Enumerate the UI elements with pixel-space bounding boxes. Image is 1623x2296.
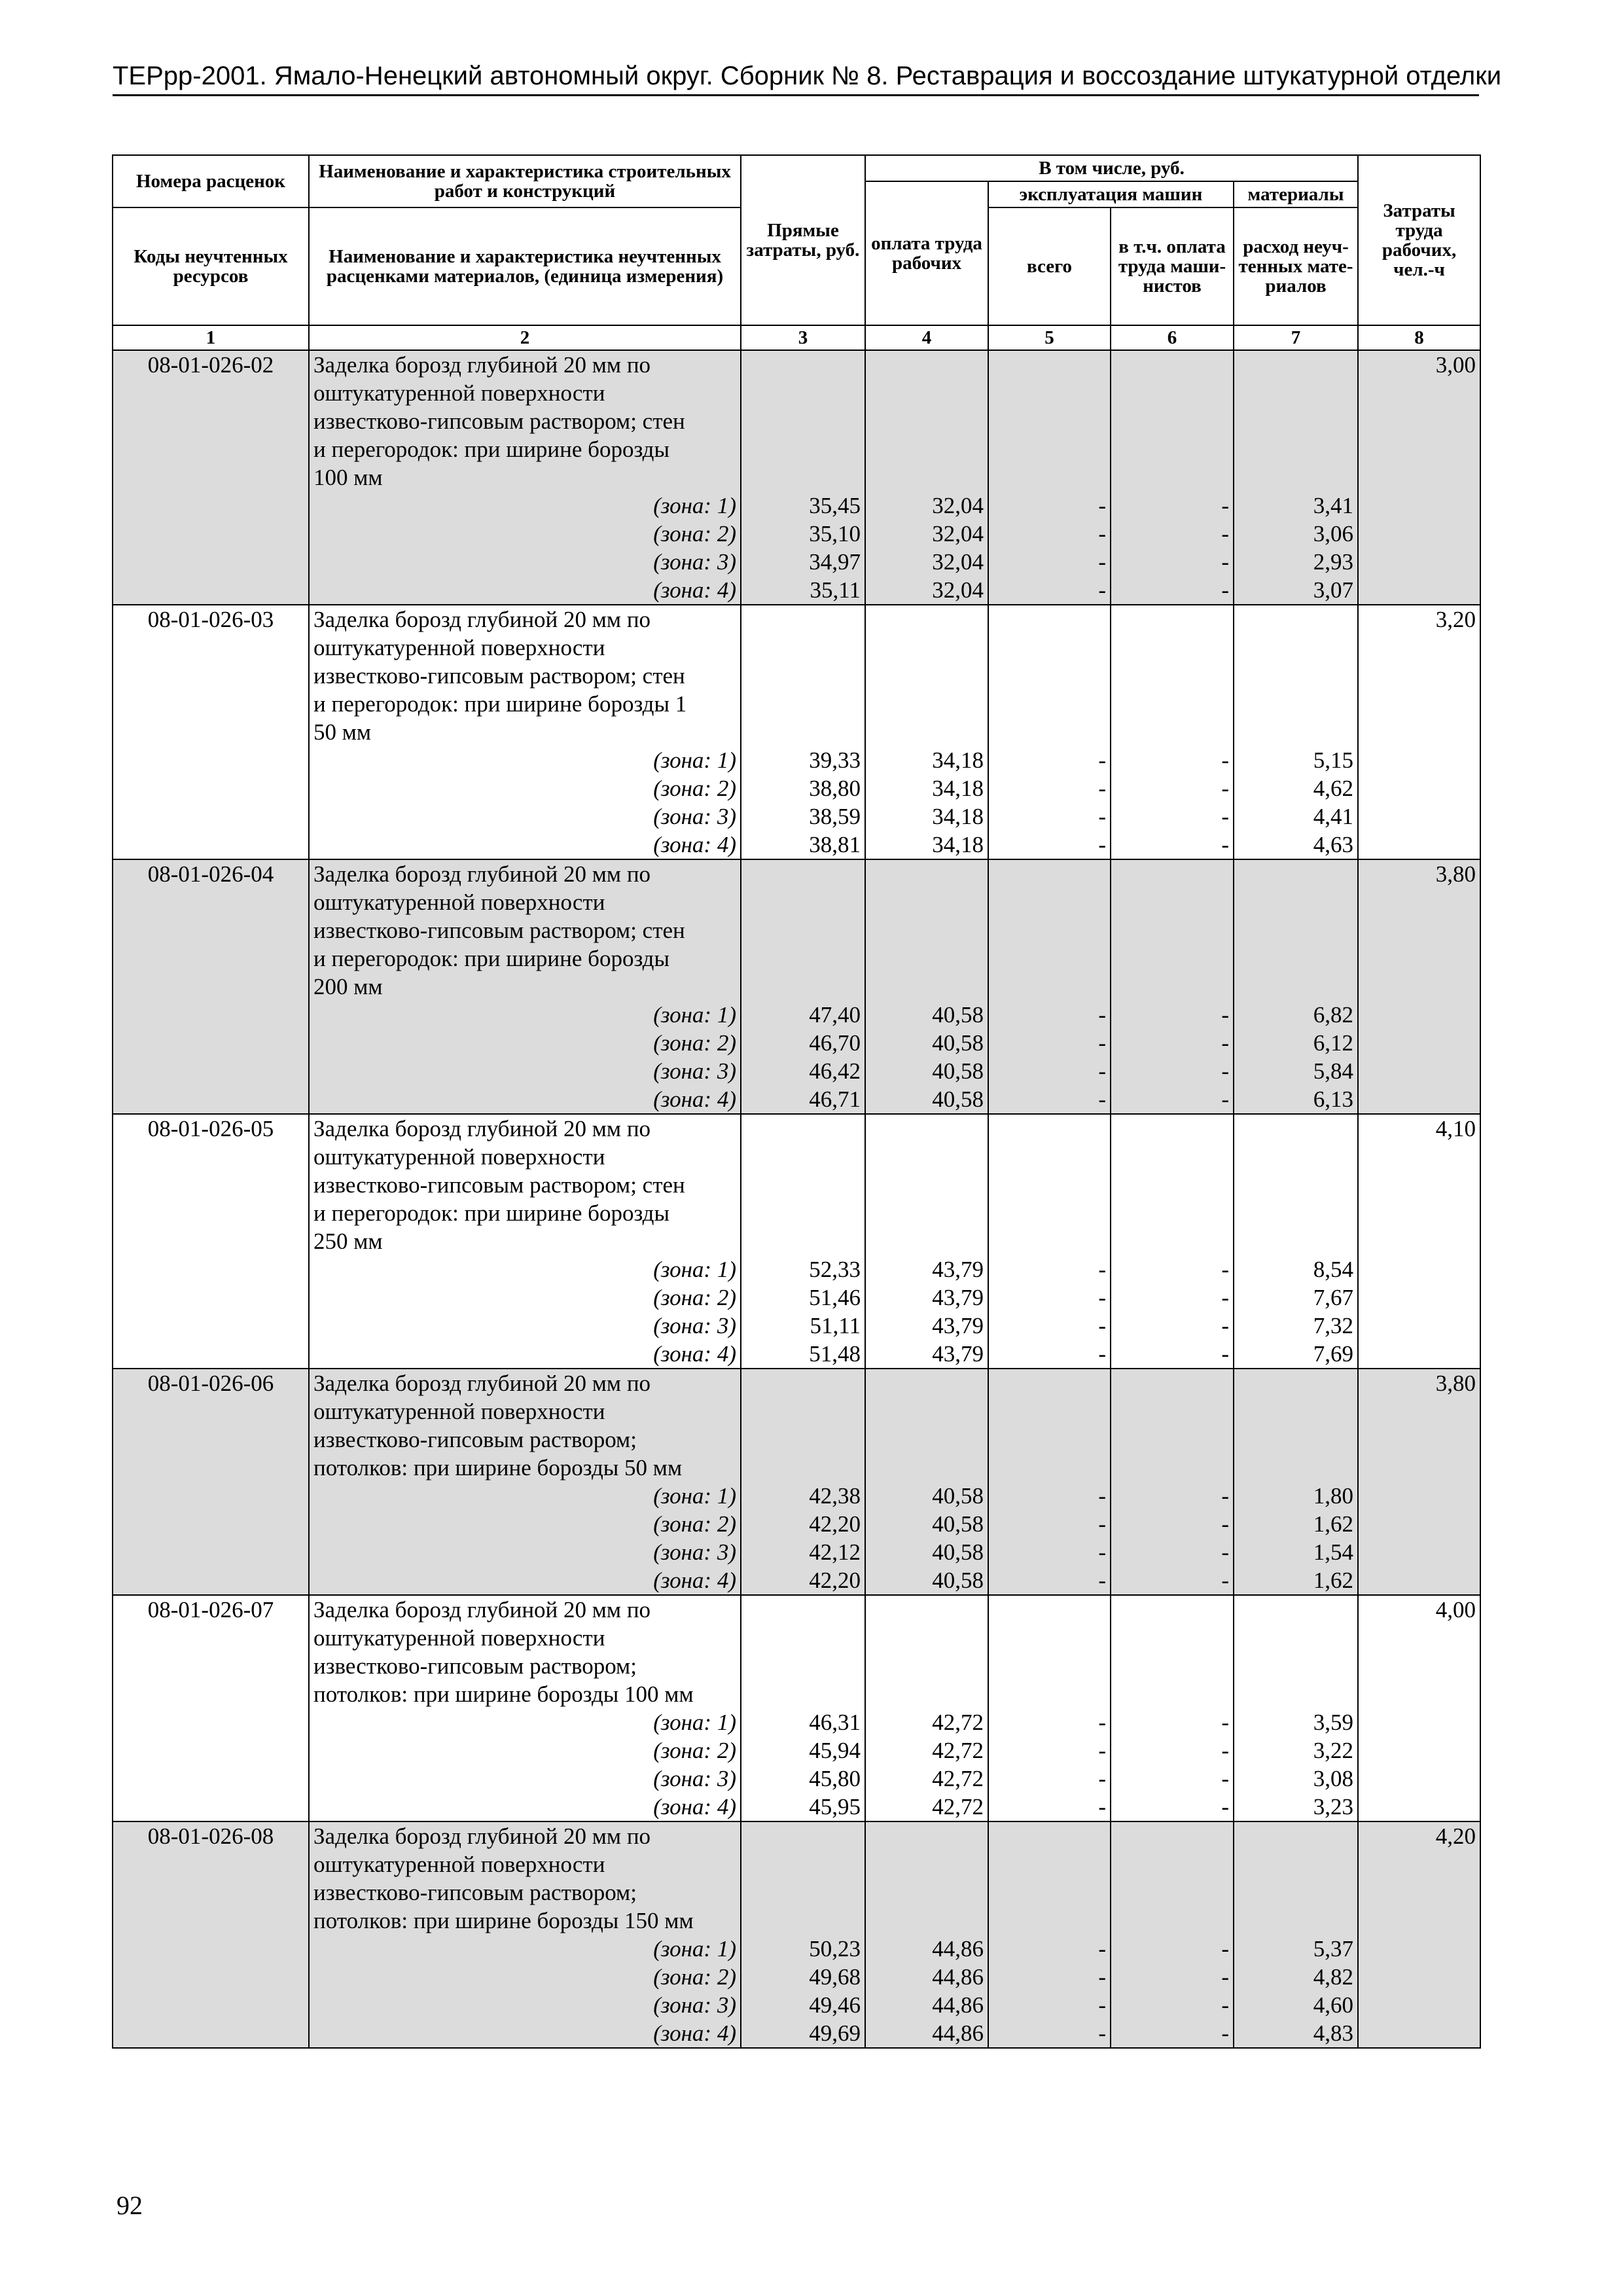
worker-pay-cell [865,1114,988,1369]
work-description [309,350,741,605]
description-line: Заделка борозд глубиной 20 мм по [313,1371,651,1396]
materials-cost: 8,54 [1313,1257,1354,1282]
machine-total: - [1098,1341,1106,1367]
machine-total: - [1098,493,1106,518]
description-line: 250 мм [313,1229,383,1254]
page-header-title: ТЕРрр-2001. Ямало-Ненецкий автономный округ. Сборник № 8. Реставрация и воссоздание штукатурной отделки [113,60,1479,96]
column-number: 2 [309,325,741,350]
worker-pay: 42,72 [932,1794,984,1820]
direct-cost: 49,69 [809,2020,861,2046]
worker-pay: 43,79 [932,1313,984,1338]
machine-total: - [1098,2020,1106,2046]
machine-total: - [1098,1030,1106,1056]
materials-cost: 3,59 [1313,1710,1354,1735]
machine-total: - [1098,549,1106,575]
materials-cost: 4,83 [1313,2020,1354,2046]
work-description [309,1369,741,1595]
machinist-pay-cell [1111,1821,1234,2048]
description-line: известково-гипсовым раствором; стен [313,1172,685,1198]
machine-total: - [1098,1539,1106,1565]
worker-pay: 42,72 [932,1710,984,1735]
work-description [309,1595,741,1821]
direct-cost: 39,33 [809,747,861,773]
materials-cost-cell [1234,605,1358,859]
description-line: оштукатуренной поверхности [313,1144,605,1170]
zone-label: (зона: 1) [653,1002,736,1028]
machinist-pay: - [1221,1766,1229,1791]
description-line: и перегородок: при ширине борозды [313,437,670,462]
description-line: оштукатуренной поверхности [313,1625,605,1651]
direct-cost: 35,45 [809,493,861,518]
zone-label: (зона: 4) [653,577,736,603]
direct-cost-cell [741,1369,865,1595]
worker-pay: 40,58 [932,1511,984,1537]
zone-label: (зона: 1) [653,1257,736,1282]
labor-cost: 3,20 [1358,605,1480,859]
zone-label: (зона: 4) [653,1568,736,1593]
zone-label: (зона: 2) [653,521,736,547]
rates-table [112,154,1481,2049]
machinist-pay: - [1221,776,1229,801]
worker-pay: 40,58 [932,1086,984,1112]
machinist-pay: - [1221,1794,1229,1820]
direct-cost: 46,42 [809,1058,861,1084]
column-number: 5 [988,325,1111,350]
direct-cost-cell [741,859,865,1114]
description-line: Заделка борозд глубиной 20 мм по [313,1823,651,1849]
materials-cost: 3,08 [1313,1766,1354,1791]
description-line: оштукатуренной поверхности [313,635,605,660]
description-line: Заделка борозд глубиной 20 мм по [313,861,651,887]
worker-pay: 40,58 [932,1483,984,1509]
table-header [113,155,1480,350]
worker-pay-cell [865,859,988,1114]
machine-total-cell [988,1821,1111,2048]
rate-code: 08-01-026-02 [113,350,309,605]
machinist-pay: - [1221,1058,1229,1084]
zone-label: (зона: 1) [653,747,736,773]
worker-pay-cell [865,1821,988,2048]
machinist-pay: - [1221,1313,1229,1338]
description-line: оштукатуренной поверхности [313,380,605,406]
description-line: Заделка борозд глубиной 20 мм по [313,1116,651,1141]
worker-pay: 44,86 [932,1992,984,2018]
description-line: 200 мм [313,974,383,999]
zone-label: (зона: 4) [653,832,736,857]
header-machinist-pay: в т.ч. оплата труда маши-нистов [1111,207,1234,325]
machinist-pay: - [1221,2020,1229,2046]
machinist-pay: - [1221,832,1229,857]
worker-pay: 42,72 [932,1738,984,1763]
machinist-pay: - [1221,1257,1229,1282]
description-line: известково-гипсовым раствором; [313,1880,637,1905]
labor-cost: 3,00 [1358,350,1480,605]
materials-cost: 4,63 [1313,832,1354,857]
materials-cost: 7,69 [1313,1341,1354,1367]
header-unaccounted-materials: расход неуч-тенных мате-риалов [1234,207,1358,325]
zone-label: (зона: 2) [653,1285,736,1310]
description-line: оштукатуренной поверхности [313,1852,605,1877]
machinist-pay-cell [1111,1114,1234,1369]
materials-cost: 3,23 [1313,1794,1354,1820]
worker-pay: 40,58 [932,1058,984,1084]
header-unaccounted-name: Наименование и характеристика неучтенных расценками материалов, (единица измерения) [309,207,741,325]
table-row [113,1114,1480,1369]
column-number: 3 [741,325,865,350]
zone-label: (зона: 2) [653,1964,736,1990]
machine-total: - [1098,1794,1106,1820]
rate-code: 08-01-026-08 [113,1821,309,2048]
column-number: 7 [1234,325,1358,350]
zone-label: (зона: 3) [653,1313,736,1338]
worker-pay: 32,04 [932,549,984,575]
machinist-pay: - [1221,1992,1229,2018]
worker-pay-cell [865,1595,988,1821]
materials-cost: 7,32 [1313,1313,1354,1338]
machinist-pay: - [1221,577,1229,603]
machinist-pay: - [1221,1483,1229,1509]
description-line: потолков: при ширине борозды 100 мм [313,1681,694,1707]
zone-label: (зона: 1) [653,1710,736,1735]
worker-pay: 43,79 [932,1257,984,1282]
materials-cost-cell [1234,859,1358,1114]
materials-cost: 2,93 [1313,549,1354,575]
description-line: и перегородок: при ширине борозды 1 [313,691,687,717]
direct-cost: 49,68 [809,1964,861,1990]
rate-code: 08-01-026-06 [113,1369,309,1595]
direct-cost: 46,70 [809,1030,861,1056]
worker-pay-cell [865,350,988,605]
machine-total: - [1098,1313,1106,1338]
labor-cost: 3,80 [1358,1369,1480,1595]
header-worker-pay: оплата труда рабочих [865,181,988,325]
description-line: Заделка борозд глубиной 20 мм по [313,352,651,378]
direct-cost: 38,81 [809,832,861,857]
worker-pay: 40,58 [932,1539,984,1565]
machine-total: - [1098,1086,1106,1112]
header-materials: материалы [1234,181,1358,207]
materials-cost: 6,82 [1313,1002,1354,1028]
direct-cost: 38,80 [809,776,861,801]
zone-label: (зона: 4) [653,1794,736,1820]
direct-cost: 46,71 [809,1086,861,1112]
description-line: известково-гипсовым раствором; стен [313,663,685,689]
machine-total: - [1098,1285,1106,1310]
materials-cost: 7,67 [1313,1285,1354,1310]
materials-cost: 3,22 [1313,1738,1354,1763]
materials-cost-cell [1234,1821,1358,2048]
direct-cost: 50,23 [809,1936,861,1962]
machine-total: - [1098,1936,1106,1962]
rate-code: 08-01-026-07 [113,1595,309,1821]
zone-label: (зона: 3) [653,1058,736,1084]
materials-cost: 3,06 [1313,521,1354,547]
zone-label: (зона: 1) [653,1483,736,1509]
machinist-pay: - [1221,1002,1229,1028]
direct-cost: 42,12 [809,1539,861,1565]
direct-cost: 51,48 [809,1341,861,1367]
zone-label: (зона: 3) [653,1992,736,2018]
work-description [309,1821,741,2048]
machinist-pay: - [1221,1086,1229,1112]
direct-cost: 45,95 [809,1794,861,1820]
direct-cost: 49,46 [809,1992,861,2018]
machinist-pay-cell [1111,859,1234,1114]
machinist-pay: - [1221,549,1229,575]
materials-cost: 6,12 [1313,1030,1354,1056]
machinist-pay-cell [1111,350,1234,605]
worker-pay: 42,72 [932,1766,984,1791]
materials-cost-cell [1234,1369,1358,1595]
direct-cost: 51,46 [809,1285,861,1310]
zone-label: (зона: 1) [653,493,736,518]
direct-cost-cell [741,1821,865,2048]
labor-cost: 4,00 [1358,1595,1480,1821]
direct-cost: 38,59 [809,804,861,829]
machinist-pay: - [1221,1738,1229,1763]
machine-total: - [1098,1568,1106,1593]
materials-cost: 4,41 [1313,804,1354,829]
machine-total: - [1098,1710,1106,1735]
column-number: 6 [1111,325,1234,350]
machine-total-cell [988,1114,1111,1369]
description-line: оштукатуренной поверхности [313,1399,605,1424]
description-line: потолков: при ширине борозды 150 мм [313,1908,694,1933]
worker-pay-cell [865,605,988,859]
table-row [113,1821,1480,2048]
table-row [113,1595,1480,1821]
materials-cost: 4,62 [1313,776,1354,801]
machine-total: - [1098,1992,1106,2018]
materials-cost: 1,62 [1313,1511,1354,1537]
zone-label: (зона: 4) [653,1341,736,1367]
machine-total: - [1098,1058,1106,1084]
labor-cost: 4,10 [1358,1114,1480,1369]
table-row [113,350,1480,605]
machinist-pay: - [1221,1030,1229,1056]
header-rate-numbers: Номера расценок [113,155,309,207]
machinist-pay-cell [1111,1369,1234,1595]
direct-cost: 45,94 [809,1738,861,1763]
materials-cost: 5,84 [1313,1058,1354,1084]
table-row [113,859,1480,1114]
description-line: и перегородок: при ширине борозды [313,1200,670,1226]
work-description [309,605,741,859]
materials-cost-cell [1234,350,1358,605]
materials-cost: 4,82 [1313,1964,1354,1990]
page-number: 92 [116,2191,143,2220]
description-line: и перегородок: при ширине борозды [313,946,670,971]
zone-label: (зона: 2) [653,776,736,801]
machine-total: - [1098,776,1106,801]
machinist-pay: - [1221,1964,1229,1990]
machinist-pay: - [1221,747,1229,773]
machinist-pay: - [1221,1568,1229,1593]
zone-label: (зона: 2) [653,1030,736,1056]
machinist-pay-cell [1111,605,1234,859]
machinist-pay: - [1221,1285,1229,1310]
machine-total: - [1098,1511,1106,1537]
machine-total-cell [988,350,1111,605]
description-line: 50 мм [313,719,372,745]
description-line: известково-гипсовым раствором; [313,1653,637,1679]
machine-total: - [1098,1257,1106,1282]
description-line: известково-гипсовым раствором; стен [313,918,685,943]
machine-total-cell [988,1595,1111,1821]
header-direct-costs: Прямые затраты, руб. [741,155,865,325]
worker-pay-cell [865,1369,988,1595]
direct-cost: 52,33 [809,1257,861,1282]
worker-pay: 44,86 [932,2020,984,2046]
machine-total: - [1098,1964,1106,1990]
machine-total-cell [988,859,1111,1114]
zone-label: (зона: 2) [653,1738,736,1763]
materials-cost: 1,80 [1313,1483,1354,1509]
machinist-pay: - [1221,493,1229,518]
table-row [113,1369,1480,1595]
rate-code: 08-01-026-05 [113,1114,309,1369]
header-work-name: Наименование и характеристика строительных работ и конструкций [309,155,741,207]
zone-label: (зона: 3) [653,549,736,575]
materials-cost-cell [1234,1114,1358,1369]
materials-cost: 3,41 [1313,493,1354,518]
machine-total: - [1098,1766,1106,1791]
worker-pay: 34,18 [932,776,984,801]
machinist-pay: - [1221,804,1229,829]
direct-cost: 42,20 [809,1511,861,1537]
direct-cost: 35,11 [810,577,861,603]
machine-total: - [1098,1483,1106,1509]
machinist-pay: - [1221,1511,1229,1537]
worker-pay: 40,58 [932,1030,984,1056]
materials-cost: 1,62 [1313,1568,1354,1593]
zone-label: (зона: 4) [653,2020,736,2046]
direct-cost: 35,10 [809,521,861,547]
machinist-pay: - [1221,1341,1229,1367]
description-line: Заделка борозд глубиной 20 мм по [313,1597,651,1623]
machinist-pay-cell [1111,1595,1234,1821]
worker-pay: 34,18 [932,804,984,829]
worker-pay: 44,86 [932,1964,984,1990]
direct-cost-cell [741,350,865,605]
header-including: В том числе, руб. [865,155,1358,181]
description-line: известково-гипсовым раствором; [313,1427,637,1452]
description-line: Заделка борозд глубиной 20 мм по [313,607,651,632]
direct-cost: 47,40 [809,1002,861,1028]
header-machine-operation: эксплуатация машин [988,181,1234,207]
worker-pay: 34,18 [932,747,984,773]
header-unaccounted-codes: Коды неучтенных ресурсов [113,207,309,325]
zone-label: (зона: 4) [653,1086,736,1112]
direct-cost: 42,38 [809,1483,861,1509]
worker-pay: 32,04 [932,577,984,603]
header-labor-costs: Затраты труда рабочих, чел.-ч [1358,155,1480,325]
labor-cost: 3,80 [1358,859,1480,1114]
worker-pay: 40,58 [932,1568,984,1593]
materials-cost-cell [1234,1595,1358,1821]
direct-cost: 42,20 [809,1568,861,1593]
machinist-pay: - [1221,1936,1229,1962]
direct-cost-cell [741,1114,865,1369]
direct-cost: 45,80 [809,1766,861,1791]
work-description [309,1114,741,1369]
machine-total: - [1098,577,1106,603]
machinist-pay: - [1221,1710,1229,1735]
labor-cost: 4,20 [1358,1821,1480,2048]
materials-cost: 5,15 [1313,747,1354,773]
rate-code: 08-01-026-03 [113,605,309,859]
zone-label: (зона: 3) [653,1766,736,1791]
description-line: известково-гипсовым раствором; стен [313,408,685,434]
direct-cost: 51,11 [810,1313,861,1338]
worker-pay: 44,86 [932,1936,984,1962]
table-body [113,350,1480,2048]
zone-label: (зона: 2) [653,1511,736,1537]
machinist-pay: - [1221,1539,1229,1565]
machine-total-cell [988,605,1111,859]
column-number: 4 [865,325,988,350]
materials-cost: 3,07 [1313,577,1354,603]
work-description [309,859,741,1114]
worker-pay: 40,58 [932,1002,984,1028]
machine-total: - [1098,804,1106,829]
worker-pay: 43,79 [932,1285,984,1310]
description-line: потолков: при ширине борозды 50 мм [313,1455,683,1480]
direct-cost-cell [741,605,865,859]
materials-cost: 5,37 [1313,1936,1354,1962]
zone-label: (зона: 3) [653,1539,736,1565]
column-number: 8 [1358,325,1480,350]
description-line: оштукатуренной поверхности [313,889,605,915]
table-row [113,605,1480,859]
worker-pay: 32,04 [932,493,984,518]
direct-cost: 46,31 [809,1710,861,1735]
direct-cost-cell [741,1595,865,1821]
machine-total: - [1098,1738,1106,1763]
machine-total: - [1098,1002,1106,1028]
machine-total: - [1098,747,1106,773]
header-total: всего [988,207,1111,325]
machine-total: - [1098,832,1106,857]
machinist-pay: - [1221,521,1229,547]
worker-pay: 43,79 [932,1341,984,1367]
zone-label: (зона: 3) [653,804,736,829]
worker-pay: 34,18 [932,832,984,857]
machine-total-cell [988,1369,1111,1595]
machine-total: - [1098,521,1106,547]
zone-label: (зона: 1) [653,1936,736,1962]
materials-cost: 1,54 [1313,1539,1354,1565]
column-number: 1 [113,325,309,350]
rate-code: 08-01-026-04 [113,859,309,1114]
materials-cost: 6,13 [1313,1086,1354,1112]
description-line: 100 мм [313,465,383,490]
materials-cost: 4,60 [1313,1992,1354,2018]
direct-cost: 34,97 [809,549,861,575]
worker-pay: 32,04 [932,521,984,547]
